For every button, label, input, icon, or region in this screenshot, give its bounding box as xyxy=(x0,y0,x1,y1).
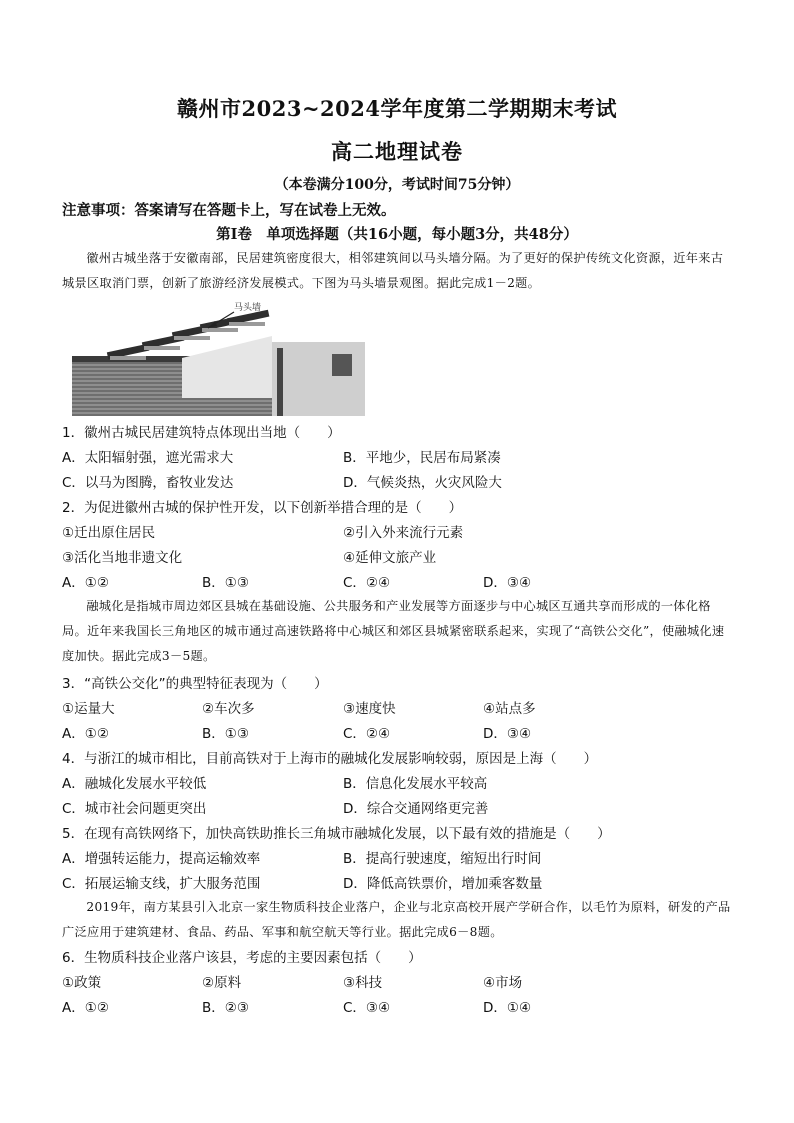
q6-statement-2: ②原料 xyxy=(202,975,242,991)
q3-statement-1: ①运量大 xyxy=(62,701,115,717)
q4-option-a: A．融城化发展水平较低 xyxy=(62,776,207,792)
section-heading: 第Ⅰ卷 单项选择题（共16小题，每小题3分，共48分） xyxy=(216,226,578,243)
q5-option-a: A．增强转运能力，提高运输效率 xyxy=(62,851,261,867)
q6-statement-3: ③科技 xyxy=(343,975,383,991)
exam-score-time: （本卷满分100分，考试时间75分钟） xyxy=(274,177,520,193)
q2-stem: 2．为促进徽州古城的保护性开发，以下创新举措合理的是（ ） xyxy=(62,500,463,516)
q3-option-c: C．②④ xyxy=(343,726,391,742)
q5-option-c: C．拓展运输支线，扩大服务范围 xyxy=(62,876,261,892)
q1-option-d: D．气候炎热，火灾风险大 xyxy=(343,475,502,491)
horse-head-wall-figure xyxy=(72,298,365,416)
figure-label: 马头墙 xyxy=(234,303,262,313)
passage-huizhou: 徽州古城坐落于安徽南部，民居建筑密度很大，相邻建筑间以马头墙分隔。为了更好的保护传统文化资源，近年来古城景区取消门票，创新了旅游经济发展模式。下图为马头墙景观图。据此完成1－2题。 xyxy=(62,251,724,290)
q2-statement-1: ①迁出原住居民 xyxy=(62,525,156,541)
exam-title: 赣州市2023~2024学年度第二学期期末考试 xyxy=(177,96,617,121)
q6-statement-1: ①政策 xyxy=(62,975,102,991)
q5-option-d: D．降低高铁票价，增加乘客数量 xyxy=(343,876,543,892)
q3-stem: 3．“高铁公交化”的典型特征表现为（ ） xyxy=(62,676,328,692)
q3-option-b: B．①③ xyxy=(202,726,249,742)
q3-statement-4: ④站点多 xyxy=(483,701,536,717)
q1-option-a: A．太阳辐射强，遮光需求大 xyxy=(62,450,234,466)
q2-option-d: D．③④ xyxy=(483,575,532,591)
passage-biomass: 2019年，南方某县引入北京一家生物质科技企业落户，企业与北京高校开展产学研合作，以毛竹为原料，研发的产品广泛应用于建筑建材、食品、药品、军事和航空航天等行业。据此完成6－8题。 xyxy=(62,900,731,939)
exam-notice: 注意事项：答案请写在答题卡上，写在试卷上无效。 xyxy=(62,202,396,219)
q4-option-c: C．城市社会问题更突出 xyxy=(62,801,207,817)
q2-statement-2: ②引入外来流行元素 xyxy=(343,525,464,541)
q4-option-d: D．综合交通网络更完善 xyxy=(343,801,489,817)
q4-option-b: B．信息化发展水平较高 xyxy=(343,776,488,792)
q1-stem: 1．徽州古城民居建筑特点体现出当地（ ） xyxy=(62,425,341,441)
q6-option-d: D．①④ xyxy=(483,1000,532,1016)
q3-option-d: D．③④ xyxy=(483,726,532,742)
q1-option-b: B．平地少，民居布局紧凑 xyxy=(343,450,501,466)
passage-urban-integration: 融城化是指城市周边郊区县城在基础设施、公共服务和产业发展等方面逐步与中心城区互通共享而形成的一体化格局。近年来我国长三角地区的城市通过高速铁路将中心城区和郊区县城紧密联系起来，实现了“高铁公交化”，使融城化速度加快。据此完成3－5题。 xyxy=(62,599,725,663)
q6-option-b: B．②③ xyxy=(202,1000,249,1016)
q5-option-b: B．提高行驶速度，缩短出行时间 xyxy=(343,851,542,867)
q6-option-a: A．①② xyxy=(62,1000,109,1016)
q3-statement-3: ③速度快 xyxy=(343,701,396,717)
q1-option-c: C．以马为图腾，畜牧业发达 xyxy=(62,475,234,491)
q3-statement-2: ②车次多 xyxy=(202,701,255,717)
q6-statement-4: ④市场 xyxy=(483,975,523,991)
q3-option-a: A．①② xyxy=(62,726,109,742)
q2-option-a: A．①② xyxy=(62,575,109,591)
q4-stem: 4．与浙江的城市相比，目前高铁对于上海市的融城化发展影响较弱，原因是上海（ ） xyxy=(62,751,598,767)
q2-statement-4: ④延伸文旅产业 xyxy=(343,550,437,566)
q2-option-c: C．②④ xyxy=(343,575,391,591)
q2-option-b: B．①③ xyxy=(202,575,249,591)
q5-stem: 5．在现有高铁网络下，加快高铁助推长三角城市融城化发展，以下最有效的措施是（ ） xyxy=(62,826,611,842)
exam-subject-title: 高二地理试卷 xyxy=(331,139,463,164)
q6-stem: 6．生物质科技企业落户该县，考虑的主要因素包括（ ） xyxy=(62,950,422,966)
q2-statement-3: ③活化当地非遗文化 xyxy=(62,550,183,566)
q6-option-c: C．③④ xyxy=(343,1000,391,1016)
